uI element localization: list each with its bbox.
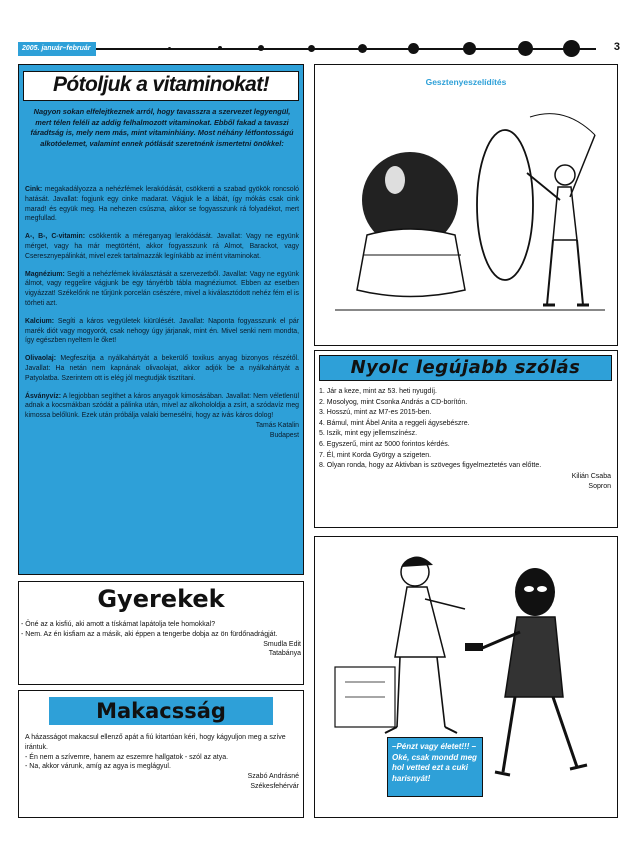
saying-item: 4. Bámul, mint Ábel Anita a reggeli ágysebészre. (319, 419, 470, 427)
header-dot (518, 41, 533, 56)
stubbornness-joke (18, 690, 304, 818)
stubbornness-signature-city: Székesfehérvár (250, 782, 299, 790)
vitamin-item-text: A legjobban segíthet a káros anyagok kimosásában. Javallat: Nem véletlenül adnak a kocsmákban szódát a pálinka után, mivel az alkohololdja a zsírt, a szódavíz meg kimossa belőlünk. Ezek után próbálja valaki bemesélni, hogy az ivás káros dolog! (25, 392, 299, 420)
header-dot (168, 47, 171, 50)
kids-body (21, 620, 301, 659)
header-dot (218, 46, 222, 50)
vitamin-item (25, 270, 299, 309)
saying-item: 3. Hosszú, mint az M7-es 2015-ben. (319, 409, 432, 417)
saying-item: 2. Mosolyog, mint Csonka András a CD-borítón. (319, 398, 468, 406)
vitamin-item-name: Kalcium: (25, 317, 55, 325)
saying-item: 5. Iszik, mint egy jellemszínész. (319, 430, 418, 438)
speech-bubble: –Pénzt vagy életet!!! –Oké, csak mondd meg hol vetted ezt a cuki harisnyát! (387, 737, 483, 797)
vitamin-signature-name: Tamás Katalin (255, 421, 299, 429)
vitamin-item (25, 232, 299, 261)
saying-item: 1. Jár a keze, mint az 53. heti nyugdíj. (319, 388, 437, 395)
kids-signature-city: Tatabánya (268, 650, 301, 658)
vitamin-item-name: A-, B-, C-vitamin: (25, 233, 86, 241)
stubbornness-signature-name: Szabó Andrásné (247, 773, 299, 781)
header-dot (358, 44, 367, 53)
vitamin-item-text: Segíti a káros vegyületek kiürülését. Javallat: Naponta fogyasszunk el pár marék diót vagy mogyorót, csak nehogy úgy járjanak, mint én. Mivel senki nem mondta, így egészben nyeltem le őket! (25, 317, 299, 345)
joke-line: - Én nem a szívemre, hanem az eszemre hallgatok - szól az atya. (25, 753, 229, 761)
header-dot (563, 40, 580, 57)
vitamin-item-name: Olivaolaj: (25, 355, 57, 363)
vitamin-item-text: csökkentik a méreganyag lerakódását. Javallat: Vagy ne együnk mérget, vagy ha már megtörtént, akkor fogyasszunk rá Almot, Barackot, vagy Cseresznyepálinkát, mivel ezek tartalmazzák legínkább az imént vitaminokat. (25, 233, 300, 260)
stubbornness-body (25, 733, 299, 792)
vitamin-intro: Nagyon sokan elfelejtkeznek arról, hogy tavasszra a szervezet legyengül, mert télen feléli az addig felhalmozott vitaminokat. Ebből fakad a tavaszi fáradtság is, mely nem más, mint vitaminhiány. Most néhány létfontosságú alkotóelemet, valamint ennek pótlását szeretnénk ismertetni önökkel: (30, 107, 294, 148)
issue-date: 2005. január–február (18, 42, 96, 56)
joke-line: A házasságot makacsul ellenző apát a fiú kitartóan kéri, hogy kágyuljon meg a szíve irántuk. (25, 734, 286, 751)
comic-caption: Gesztenyeszelídítés (425, 77, 507, 87)
stubbornness-title: Makacsság (49, 697, 273, 725)
saying-item: 6. Egyszerű, mint az 5000 forintos kérdés. (319, 440, 450, 448)
vitamin-item-name: Ásványvíz: (25, 392, 62, 400)
vitamin-article (18, 64, 304, 575)
comic-chestnut (314, 64, 618, 346)
vitamin-item-name: Magnézium: (25, 270, 65, 278)
header-dot (463, 42, 476, 55)
vitamin-item (25, 185, 299, 224)
vitamin-item-text: Segíti a nehézfémek kiválasztását a szervezetből. Javallat: Vagy ne együnk álmot, vagy reggelire vágjunk be egy tányérbb tábla magnéziumot. Ebben az esetben vigyázzat! Székelőnk ne tűrjünk porcelán csészére, mivel a kiválasztódott nehéz fém el is törheti azt. (25, 270, 300, 307)
page-header (18, 42, 618, 56)
vitamin-item-name: Cink: (25, 186, 43, 193)
kids-title: Gyerekek (97, 585, 225, 613)
vitamin-item-text: megakadályozza a nehézfémek lerakódását, csökkenti a szabad gyökök roncsoló hatását. Javallat: fogjunk egy cinke madarat. Vágjuk le a lábát, így mókás csak cink marad! és együk meg. Ha nehezen csúszna, akkor se fogyasszunk rá folyadékot, mert megfullad. (25, 186, 299, 223)
sayings-list (319, 387, 611, 493)
saying-item: 8. Olyan ronda, hogy az Aktivban is szöveges figyelmeztetés van előtte. (319, 462, 542, 470)
header-dot (408, 43, 419, 54)
vitamin-item (25, 354, 299, 383)
sayings-box (314, 350, 618, 528)
vitamin-title: Pótoljuk a vitaminokat! (23, 71, 299, 101)
sayings-signature-name: Kilián Csaba (571, 472, 611, 480)
kids-joke (18, 581, 304, 685)
vitamin-body (25, 185, 299, 441)
header-dot (258, 45, 264, 51)
page-number: 3 (613, 41, 620, 53)
chestnut-taming-illustration (315, 65, 615, 343)
sayings-signature-city: Sopron (588, 483, 611, 491)
joke-line: - Nem. Az én kisfiam az a másik, aki éppen a tengerbe dobja az ön fürdőnadrágját. (21, 630, 278, 638)
vitamin-signature-city: Budapest (269, 431, 299, 439)
vitamin-item-text: Megfeszítja a nyálkahártyát a bekerülő toxikus anyag bizonyos részétől. Javallat: Ha netán nem kapnának olivaolajat, akkor adjók be a nyálkahártyát a Patyolatba. Szerintem ott is elég jól megtudják tisztítani. (25, 355, 299, 382)
joke-line: - Öné az a kisfiú, aki amott a tískámat lapátolja tele homokkal? (21, 621, 216, 628)
header-dot (308, 45, 315, 52)
sayings-title: Nyolc legújabb szólás (319, 355, 612, 381)
vitamin-item (25, 392, 299, 421)
comic-robbery (314, 536, 618, 818)
joke-line: - Na, akkor várunk, amíg az agya is meglágyul. (25, 763, 171, 771)
saying-item: 7. Él, mint Korda György a szigeten. (319, 451, 432, 459)
vitamin-item (25, 317, 299, 346)
kids-signature-name: Smudla Edit (263, 640, 301, 648)
